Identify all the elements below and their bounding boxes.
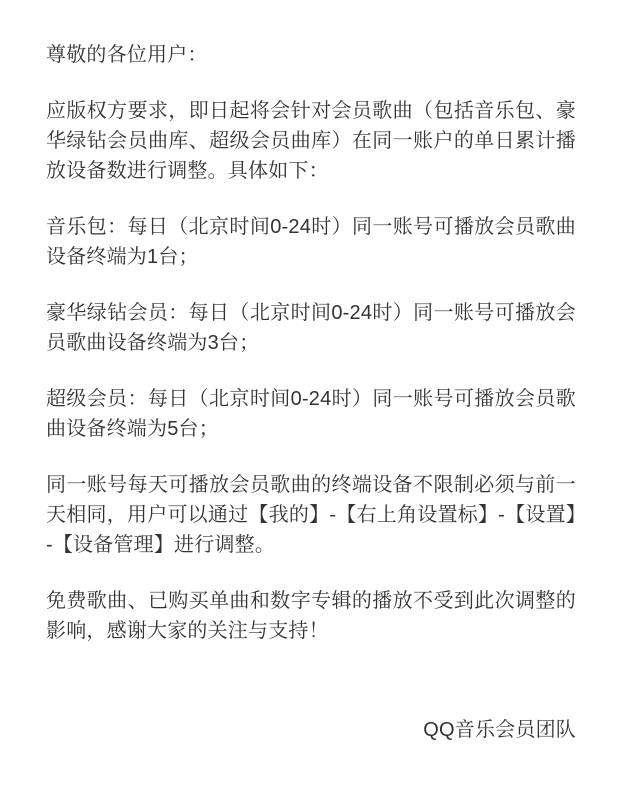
notice-paragraph-music-pack: 音乐包：每日（北京时间0-24时）同一账号可播放会员歌曲设备终端为1台； [46, 216, 576, 268]
notice-paragraph-super-vip: 超级会员：每日（北京时间0-24时）同一账号可播放会员歌曲设备终端为5台； [46, 388, 576, 440]
notice-paragraph-intro: 应版权方要求，即日起将会针对会员歌曲（包括音乐包、豪华绿钻会员曲库、超级会员曲库）在同一账户的单日累计播放设备数进行调整。具体如下： [46, 100, 576, 182]
notice-paragraph-free-songs: 免费歌曲、已购买单曲和数字专辑的播放不受到此次调整的影响，感谢大家的关注与支持！ [46, 590, 576, 642]
notice-paragraph-luxury-green-diamond: 豪华绿钻会员：每日（北京时间0-24时）同一账号可播放会员歌曲设备终端为3台； [46, 302, 576, 354]
greeting-line: 尊敬的各位用户： [46, 44, 208, 66]
notice-paragraph-device-management: 同一账号每天可播放会员歌曲的终端设备不限制必须与前一天相同，用户可以通过【我的】-【右上角设置标】-【设置】-【设备管理】进行调整。 [46, 474, 576, 556]
signature-line: QQ音乐会员团队 [423, 719, 576, 741]
